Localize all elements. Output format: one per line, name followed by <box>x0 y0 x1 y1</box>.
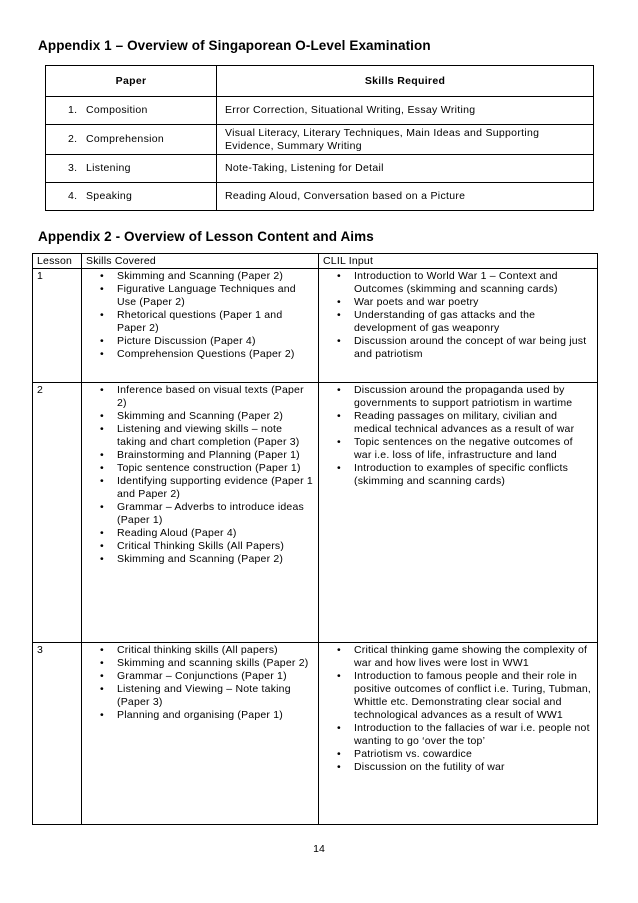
list-item: • Introduction to World War 1 – Context and Outcomes (skimming and scanning cards) <box>323 270 593 296</box>
list-item: • Introduction to examples of specific conflicts (skimming and scanning cards) <box>323 462 593 488</box>
list-item: • Skimming and Scanning (Paper 2) <box>86 553 314 566</box>
paper-name: Composition <box>86 104 148 116</box>
clil-list <box>323 644 593 774</box>
table-row <box>33 269 598 383</box>
list-item: • Figurative Language Techniques and Use (Paper 2) <box>86 283 314 309</box>
skills-required: Error Correction, Situational Writing, Essay Writing <box>217 97 594 125</box>
row-number: 1. <box>68 104 78 116</box>
skills-required: Visual Literacy, Literary Techniques, Main Ideas and Supporting Evidence, Summary Writing <box>217 125 594 155</box>
list-item: • Brainstorming and Planning (Paper 1) <box>86 449 314 462</box>
table-row <box>33 383 598 643</box>
list-item: • Reading Aloud (Paper 4) <box>86 527 314 540</box>
list-item: • Planning and organising (Paper 1) <box>86 709 314 722</box>
list-item: • Skimming and Scanning (Paper 2) <box>86 410 314 423</box>
clil-list <box>323 270 593 361</box>
list-item: • Discussion around the propaganda used by governments to support patriotism in wartime <box>323 384 593 410</box>
list-item: • Reading passages on military, civilian and medical technical advances as a result of war <box>323 410 593 436</box>
lesson-number: 1 <box>33 269 82 383</box>
page-number: 14 <box>313 843 325 855</box>
list-item: • Critical Thinking Skills (All Papers) <box>86 540 314 553</box>
paper-name: Comprehension <box>86 133 165 145</box>
lesson-number: 2 <box>33 383 82 643</box>
list-item: • Inference based on visual texts (Paper 2) <box>86 384 314 410</box>
skills-list <box>86 270 314 361</box>
list-item: • Critical thinking game showing the complexity of war and how lives were lost in WW1 <box>323 644 593 670</box>
table-row <box>46 125 594 155</box>
exam-overview-table <box>45 65 594 211</box>
appendix-1-title: Appendix 1 – Overview of Singaporean O-Level Examination <box>38 38 431 53</box>
table-row <box>46 155 594 183</box>
list-item: • Picture Discussion (Paper 4) <box>86 335 314 348</box>
table-header-row <box>33 254 598 269</box>
list-item: • Listening and Viewing – Note taking (Paper 3) <box>86 683 314 709</box>
skills-required: Reading Aloud, Conversation based on a Picture <box>217 183 594 211</box>
list-item: • Critical thinking skills (All papers) <box>86 644 314 657</box>
list-item: • Patriotism vs. cowardice <box>323 748 593 761</box>
lesson-column-header: Lesson <box>33 254 82 269</box>
skills-list <box>86 644 314 722</box>
list-item: • Topic sentences on the negative outcomes of war i.e. loss of life, infrastructure and land <box>323 436 593 462</box>
list-item: • Comprehension Questions (Paper 2) <box>86 348 314 361</box>
table-row <box>46 183 594 211</box>
list-item: • Understanding of gas attacks and the development of gas weaponry <box>323 309 593 335</box>
lesson-number: 3 <box>33 643 82 825</box>
skills-column-header: Skills Required <box>217 66 594 97</box>
list-item: • Identifying supporting evidence (Paper 1 and Paper 2) <box>86 475 314 501</box>
paper-name: Listening <box>86 162 131 174</box>
list-item: • Grammar – Conjunctions (Paper 1) <box>86 670 314 683</box>
appendix-2-title: Appendix 2 - Overview of Lesson Content and Aims <box>38 229 374 244</box>
skills-list <box>86 384 314 566</box>
list-item: • Discussion around the concept of war being just and patriotism <box>323 335 593 361</box>
row-number: 4. <box>68 190 78 202</box>
skills-required: Note-Taking, Listening for Detail <box>217 155 594 183</box>
list-item: • Listening and viewing skills – note taking and chart completion (Paper 3) <box>86 423 314 449</box>
list-item: • Topic sentence construction (Paper 1) <box>86 462 314 475</box>
list-item: • Introduction to the fallacies of war i.e. people not wanting to go ‘over the top’ <box>323 722 593 748</box>
list-item: • War poets and war poetry <box>323 296 593 309</box>
paper-name: Speaking <box>86 190 133 202</box>
lesson-overview-table <box>32 253 598 825</box>
row-number: 3. <box>68 162 78 174</box>
table-header-row <box>46 66 594 97</box>
table-row <box>46 97 594 125</box>
skills-column-header: Skills Covered <box>82 254 319 269</box>
clil-list <box>323 384 593 488</box>
row-number: 2. <box>68 133 78 145</box>
list-item: • Skimming and Scanning (Paper 2) <box>86 270 314 283</box>
list-item: • Skimming and scanning skills (Paper 2) <box>86 657 314 670</box>
paper-column-header: Paper <box>46 66 217 97</box>
table-row <box>33 643 598 825</box>
list-item: • Grammar – Adverbs to introduce ideas (Paper 1) <box>86 501 314 527</box>
list-item: • Introduction to famous people and their role in positive outcomes of conflict i.e. Turing, Tubman, Whittle etc. Demonstrating clear social and technological advances as a result of WW1 <box>323 670 593 722</box>
clil-column-header: CLIL Input <box>319 254 598 269</box>
list-item: • Discussion on the futility of war <box>323 761 593 774</box>
list-item: • Rhetorical questions (Paper 1 and Paper 2) <box>86 309 314 335</box>
